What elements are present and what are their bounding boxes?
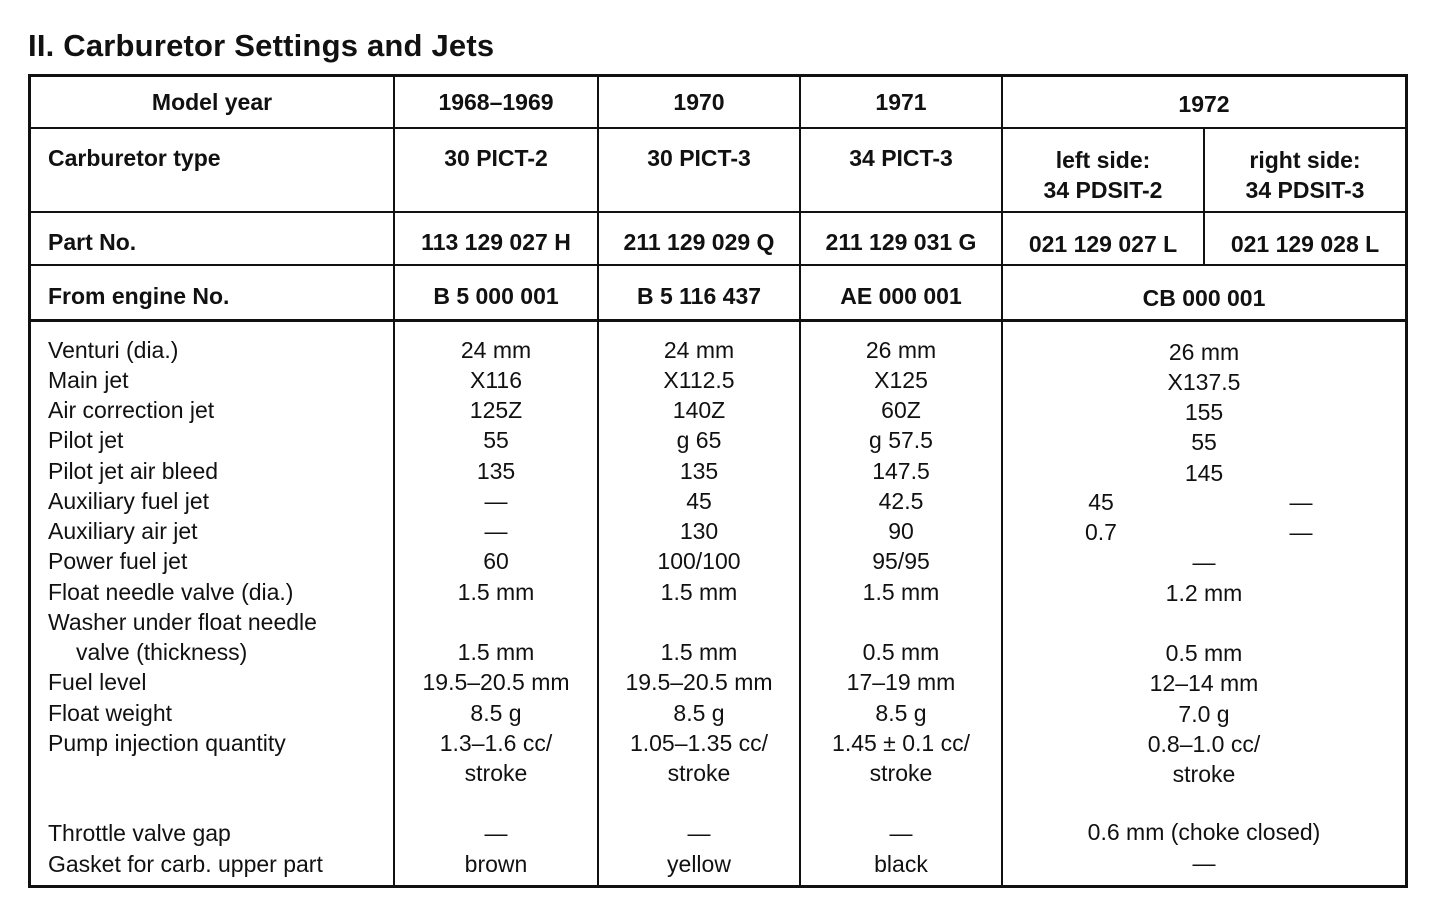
header-year-1970: 1970: [673, 89, 725, 115]
row-label-washer-line2: valve (thickness): [76, 639, 248, 665]
engine-no-1968: B 5 000 001: [433, 283, 559, 309]
c2-aux-air-jet: 130: [679, 518, 719, 544]
c4-fuel-level: 12–14 mm: [1149, 670, 1259, 696]
c1-aux-fuel-jet: —: [484, 488, 508, 514]
c4-gasket: —: [1192, 850, 1216, 876]
c1-fuel-level: 19.5–20.5 mm: [422, 669, 570, 695]
c4-power-fuel-jet: —: [1192, 549, 1216, 575]
c4-washer: 0.5 mm: [1165, 640, 1243, 666]
c3-float-weight: 8.5 g: [875, 700, 927, 726]
carb-type-1972-right-line1: right side:: [1249, 147, 1361, 173]
header-year-1971: 1971: [875, 89, 927, 115]
c1-pilot-jet: 55: [483, 427, 509, 453]
carb-type-1972-right-line2: 34 PDSIT-3: [1245, 177, 1365, 203]
carb-type-1972-left-line1: left side:: [1055, 147, 1151, 173]
c4-pump-injection-unit: stroke: [1172, 761, 1236, 787]
c3-pilot-jet: g 57.5: [869, 427, 933, 453]
row-label-pump-injection: Pump injection quantity: [48, 730, 286, 756]
row-divider: [31, 127, 1405, 129]
c4-air-correction-jet: 155: [1184, 399, 1224, 425]
carb-type-1972-left-line2: 34 PDSIT-2: [1043, 177, 1163, 203]
c4-pilot-jet-air-bleed: 145: [1184, 460, 1224, 486]
c3-pump-injection-unit: stroke: [869, 760, 933, 786]
engine-no-1970: B 5 116 437: [636, 283, 762, 309]
part-no-1968: 113 129 027 H: [421, 229, 571, 255]
row-label-fuel-level: Fuel level: [48, 669, 147, 695]
carb-type-1970: 30 PICT-3: [647, 145, 751, 171]
header-carb-type-label: Carburetor type: [48, 145, 221, 171]
c3-fuel-level: 17–19 mm: [846, 669, 956, 695]
c1-pump-injection-unit: stroke: [464, 760, 528, 786]
carburetor-table: [28, 74, 1408, 888]
c3-power-fuel-jet: 95/95: [872, 548, 930, 574]
c3-pilot-jet-air-bleed: 147.5: [872, 458, 930, 484]
row-label-aux-fuel-jet: Auxiliary fuel jet: [48, 488, 210, 514]
c2-aux-fuel-jet: 45: [686, 488, 712, 514]
c1-pump-injection: 1.3–1.6 cc/: [439, 730, 553, 756]
row-divider: [31, 264, 1405, 266]
c3-float-needle-valve: 1.5 mm: [862, 579, 940, 605]
c3-aux-fuel-jet: 42.5: [878, 488, 924, 514]
c1-throttle-valve-gap: —: [484, 820, 508, 846]
c1-gasket: brown: [464, 851, 528, 877]
c2-float-weight: 8.5 g: [673, 700, 725, 726]
row-label-gasket: Gasket for carb. upper part: [48, 851, 323, 877]
c1-float-weight: 8.5 g: [470, 700, 522, 726]
row-label-pilot-jet-air-bleed: Pilot jet air bleed: [48, 458, 219, 484]
c1-washer: 1.5 mm: [457, 639, 535, 665]
row-label-power-fuel-jet: Power fuel jet: [48, 548, 188, 574]
c2-main-jet: X112.5: [663, 367, 735, 393]
row-divider: [31, 211, 1405, 213]
c3-washer: 0.5 mm: [862, 639, 940, 665]
c4-float-weight: 7.0 g: [1178, 701, 1230, 727]
c2-throttle-valve-gap: —: [687, 820, 711, 846]
c3-pump-injection: 1.45 ± 0.1 cc/: [832, 730, 970, 756]
part-no-1970: 211 129 029 Q: [623, 229, 775, 255]
c2-fuel-level: 19.5–20.5 mm: [625, 669, 773, 695]
carb-type-1968: 30 PICT-2: [444, 145, 548, 171]
header-bottom-divider: [31, 319, 1405, 322]
c2-pump-injection: 1.05–1.35 cc/: [629, 730, 769, 756]
header-part-no-label: Part No.: [48, 229, 137, 255]
row-label-aux-air-jet: Auxiliary air jet: [48, 518, 198, 544]
row-label-venturi: Venturi (dia.): [48, 337, 179, 363]
header-year-1972: 1972: [1178, 91, 1230, 117]
row-label-float-weight: Float weight: [48, 700, 173, 726]
row-label-main-jet: Main jet: [48, 367, 129, 393]
c4-main-jet: X137.5: [1167, 369, 1241, 395]
part-no-1972-left: 021 129 027 L: [1028, 231, 1178, 257]
row-label-float-needle-valve: Float needle valve (dia.): [48, 579, 294, 605]
c1-venturi: 24 mm: [460, 337, 532, 363]
engine-no-1972: CB 000 001: [1142, 285, 1266, 311]
engine-no-1971: AE 000 001: [840, 283, 962, 309]
c2-air-correction-jet: 140Z: [672, 397, 726, 423]
c2-power-fuel-jet: 100/100: [657, 548, 741, 574]
c3-gasket: black: [874, 851, 928, 877]
c4-aux-fuel-jet-left: 45: [1088, 489, 1114, 515]
c4-aux-air-jet-left: 0.7: [1085, 519, 1117, 545]
carb-type-1971: 34 PICT-3: [849, 145, 953, 171]
c4-throttle-valve-gap: 0.6 mm (choke closed): [1087, 819, 1321, 845]
c2-pump-injection-unit: stroke: [667, 760, 731, 786]
row-label-throttle-valve-gap: Throttle valve gap: [48, 820, 231, 846]
page-title: II. Carburetor Settings and Jets: [28, 28, 495, 63]
c4-float-needle-valve: 1.2 mm: [1165, 580, 1243, 606]
c1-air-correction-jet: 125Z: [469, 397, 523, 423]
row-label-air-correction-jet: Air correction jet: [48, 397, 215, 423]
header-engine-no-label: From engine No.: [48, 283, 230, 309]
c4-aux-fuel-jet-right: —: [1289, 489, 1313, 515]
c2-washer: 1.5 mm: [660, 639, 738, 665]
part-no-1971: 211 129 031 G: [825, 229, 977, 255]
row-label-pilot-jet: Pilot jet: [48, 427, 124, 453]
c1-power-fuel-jet: 60: [483, 548, 509, 574]
c1-aux-air-jet: —: [484, 518, 508, 544]
header-model-year-label: Model year: [151, 89, 273, 115]
c3-throttle-valve-gap: —: [889, 820, 913, 846]
c2-gasket: yellow: [667, 851, 731, 877]
header-year-1968: 1968–1969: [438, 89, 554, 115]
c3-venturi: 26 mm: [865, 337, 937, 363]
c2-pilot-jet-air-bleed: 135: [679, 458, 719, 484]
c2-float-needle-valve: 1.5 mm: [660, 579, 738, 605]
c1-float-needle-valve: 1.5 mm: [457, 579, 535, 605]
row-label-washer-line1: Washer under float needle: [48, 609, 317, 635]
c2-venturi: 24 mm: [663, 337, 735, 363]
c1-pilot-jet-air-bleed: 135: [476, 458, 516, 484]
part-no-1972-right: 021 129 028 L: [1230, 231, 1380, 257]
c4-pump-injection: 0.8–1.0 cc/: [1147, 731, 1261, 757]
c4-venturi: 26 mm: [1168, 339, 1240, 365]
c1-main-jet: X116: [469, 367, 522, 393]
c3-air-correction-jet: 60Z: [881, 397, 921, 423]
c4-aux-air-jet-right: —: [1289, 519, 1313, 545]
c3-main-jet: X125: [874, 367, 928, 393]
c4-pilot-jet: 55: [1191, 429, 1217, 455]
c2-pilot-jet: g 65: [676, 427, 722, 453]
c3-aux-air-jet: 90: [888, 518, 914, 544]
